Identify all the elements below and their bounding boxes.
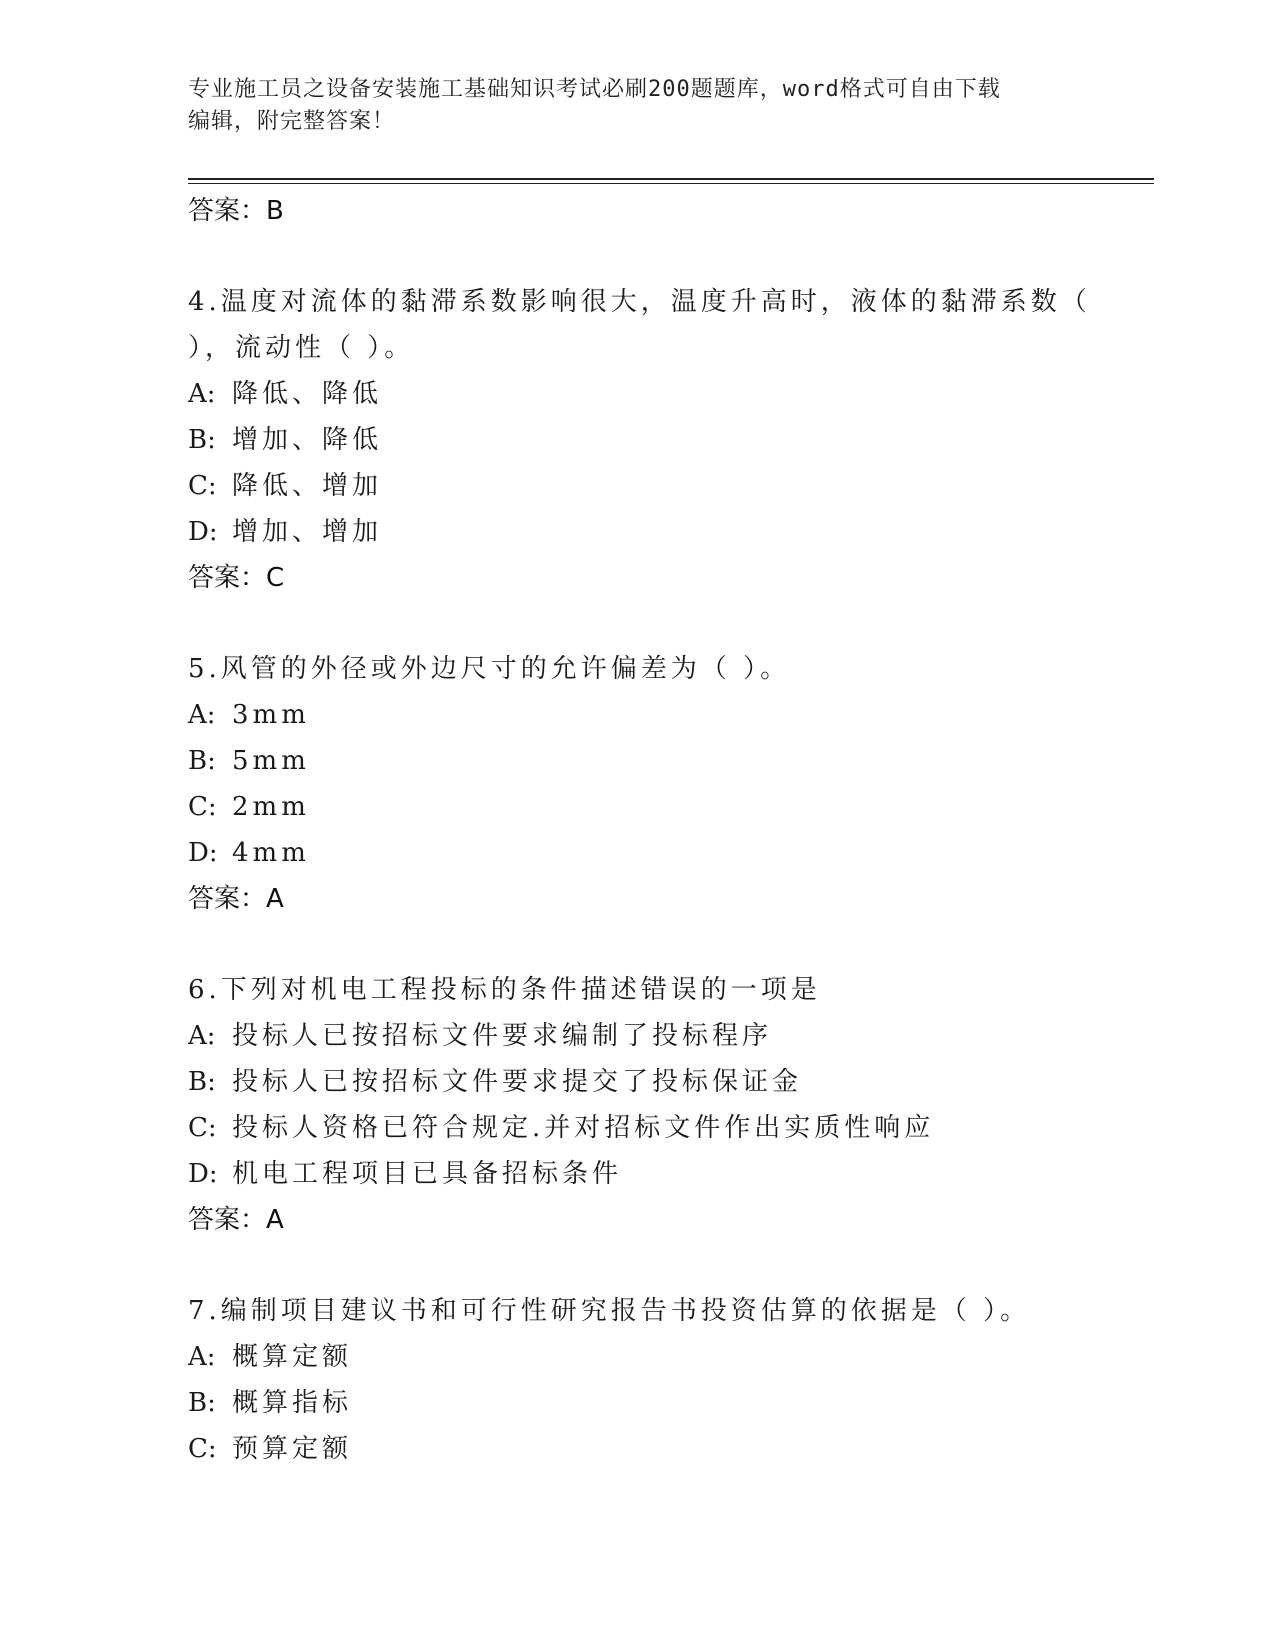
option-letter: A: (188, 1342, 216, 1372)
question-stem-line: 4.温度对流体的黏滞系数影响很大，温度升高时，液体的黏滞系数（ (188, 287, 1091, 317)
header-divider-thin (188, 183, 1154, 184)
option-letter: C: (188, 1113, 217, 1143)
option-c (188, 1105, 1128, 1151)
spacer (188, 601, 1128, 646)
option-text: 概算指标 (232, 1388, 353, 1418)
answer-previous: 答案：B (188, 196, 284, 226)
option-letter: C: (188, 792, 217, 822)
option-d (188, 1151, 1128, 1197)
option-letter: D: (188, 1159, 218, 1189)
answer-label: 答案：A (188, 1205, 284, 1235)
header-line-1: 专业施工员之设备安装施工基础知识考试必刷200题题库，word格式可自由下载 (188, 77, 1001, 102)
option-text: 投标人已按招标文件要求编制了投标程序 (232, 1021, 773, 1051)
option-text: 投标人已按招标文件要求提交了投标保证金 (232, 1067, 803, 1097)
option-text: 3mm (232, 700, 310, 730)
option-letter: B: (188, 746, 216, 776)
question-6 (188, 967, 1128, 1243)
option-letter: D: (188, 517, 218, 547)
option-letter: B: (188, 1067, 216, 1097)
header-line-2: 编辑，附完整答案！ (188, 109, 396, 134)
header-divider-thick (188, 178, 1154, 180)
option-a (188, 1013, 1128, 1059)
question-stem-line: 6.下列对机电工程投标的条件描述错误的一项是 (188, 975, 821, 1005)
option-b (188, 738, 1128, 784)
option-b (188, 1059, 1128, 1105)
option-letter: B: (188, 425, 216, 455)
option-d (188, 830, 1128, 876)
option-text: 4mm (232, 838, 310, 868)
option-text: 预算定额 (232, 1434, 353, 1464)
question-7 (188, 1288, 1128, 1472)
option-letter: A: (188, 700, 216, 730)
question-stem-line: 7.编制项目建议书和可行性研究报告书投资估算的依据是（ ）。 (188, 1296, 1031, 1326)
option-letter: A: (188, 379, 216, 409)
option-text: 机电工程项目已具备招标条件 (232, 1159, 623, 1189)
option-text: 增加、增加 (232, 517, 383, 547)
option-b (188, 1380, 1128, 1426)
question-list (188, 188, 1128, 1472)
question-stem-line: ），流动性（ ）。 (188, 333, 415, 363)
option-letter: C: (188, 1434, 217, 1464)
option-text: 降低、降低 (232, 379, 383, 409)
option-letter: B: (188, 1388, 216, 1418)
option-d (188, 509, 1128, 555)
option-a (188, 1334, 1128, 1380)
option-letter: A: (188, 1021, 216, 1051)
option-text: 增加、降低 (232, 425, 383, 455)
option-letter: D: (188, 838, 218, 868)
spacer (188, 1243, 1128, 1288)
option-c (188, 784, 1128, 830)
option-text: 概算定额 (232, 1342, 353, 1372)
spacer (188, 234, 1128, 279)
question-4 (188, 279, 1128, 601)
spacer (188, 922, 1128, 967)
option-b (188, 417, 1128, 463)
option-c (188, 463, 1128, 509)
question-stem-line: 5.风管的外径或外边尺寸的允许偏差为（ ）。 (188, 654, 791, 684)
option-text: 投标人资格已符合规定.并对招标文件作出实质性响应 (232, 1113, 935, 1143)
option-text: 2mm (232, 792, 310, 822)
answer-label: 答案：C (188, 563, 285, 593)
option-c (188, 1426, 1128, 1472)
option-text: 5mm (232, 746, 310, 776)
option-letter: C: (188, 471, 217, 501)
answer-label: 答案：A (188, 884, 284, 914)
question-5 (188, 646, 1128, 922)
option-a (188, 371, 1128, 417)
option-text: 降低、增加 (232, 471, 383, 501)
option-a (188, 692, 1128, 738)
document-header (188, 74, 1088, 138)
